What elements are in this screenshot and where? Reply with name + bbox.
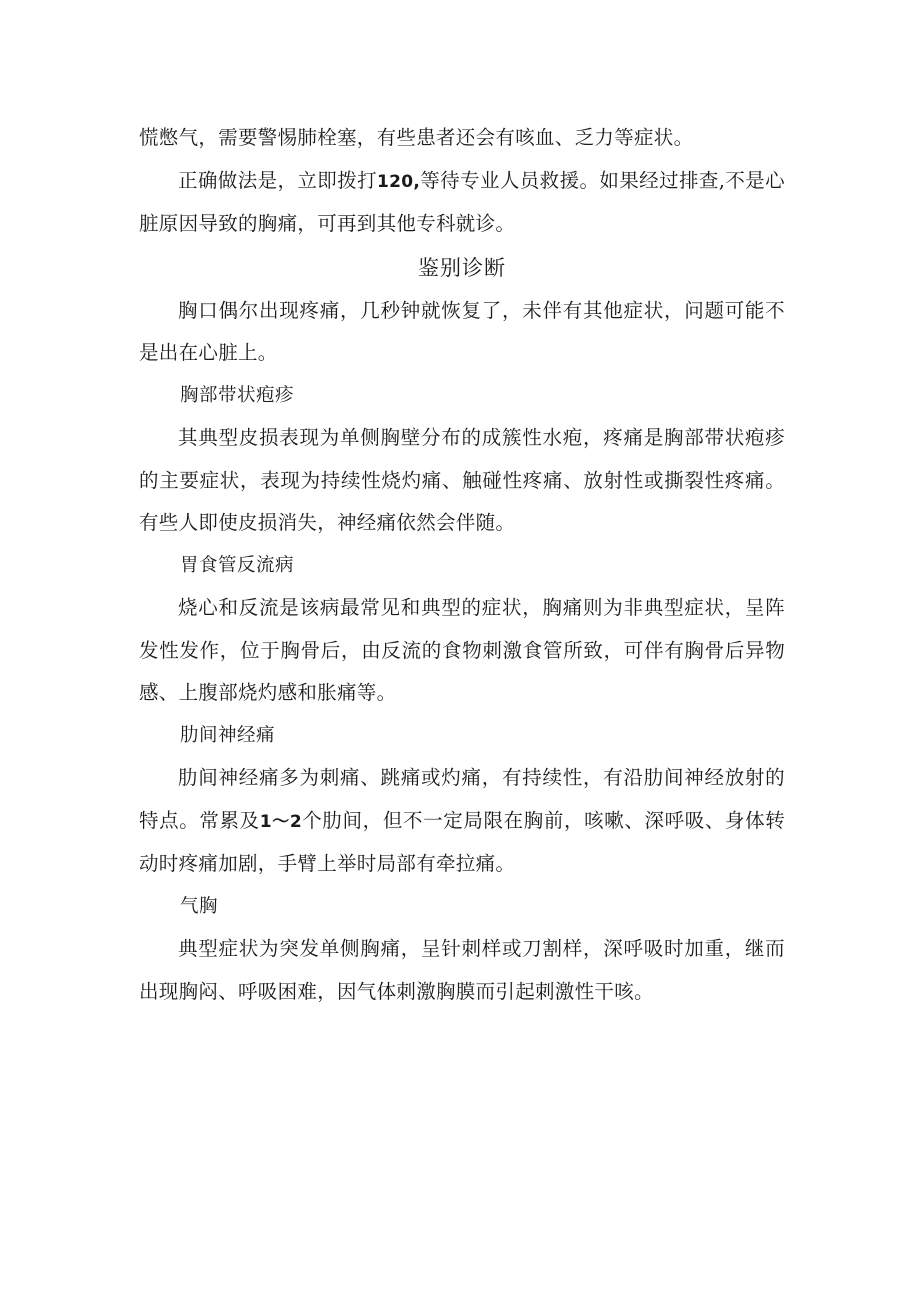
rib-count: 1～2	[259, 811, 302, 832]
intercostal-text-1: 肋间神经痛多为刺痛、跳痛或灼痛，有持续性，有沿肋间神经放射的	[178, 766, 785, 789]
gerd-paragraph: 烧心和反流是该病最常见和典型的症状，胸痛则为非典型症状，呈阵发性发作，位于胸骨后，由反流的食物刺激食管所致，可伴有胸骨后异物感、上腹部烧灼感和胀痛等。	[139, 596, 785, 704]
pneumothorax-title: 气胸	[180, 895, 219, 917]
intercostal-text-3: 动时疼痛加剧，手臂上举时局部有牵拉痛。	[139, 852, 516, 875]
intercostal-paragraph	[139, 757, 785, 886]
intercostal-text-2a: 特点。常累及	[139, 808, 260, 832]
document-body	[139, 117, 785, 1013]
intercostal-text-2b: 个肋间，但不一定局限在胸前，咳嗽、深呼吸、身体转	[301, 808, 786, 832]
intro-p2-text-c: 脏原因导致的胸痛，可再到其他专科就诊。	[139, 212, 516, 235]
herpes-title: 胸部带状疱疹	[180, 384, 295, 406]
lead-paragraph: 胸口偶尔出现疼痛，几秒钟就恢复了，未伴有其他症状，问题可能不是出在心脏上。	[139, 298, 785, 364]
emergency-number: 120,	[377, 171, 421, 192]
herpes-paragraph: 其典型皮损表现为单侧胸壁分布的成簇性水疱，疼痛是胸部带状疱疹的主要症状，表现为持续性烧灼痛、触碰性疼痛、放射性或撕裂性疼痛。有些人即使皮损消失，神经痛依然会伴随。	[139, 426, 785, 534]
pneumothorax-paragraph: 典型症状为突发单侧胸痛，呈针刺样或刀割样，深呼吸时加重，继而出现胸闷、呼吸困难，因气体刺激胸膜而引起刺激性干咳。	[139, 937, 785, 1003]
gerd-title: 胃食管反流病	[180, 554, 295, 576]
intercostal-title: 肋间神经痛	[180, 724, 276, 746]
intro-p2-text-b: 等待专业人员救援。如果经过排查,不是心	[420, 168, 785, 192]
section-title: 鉴别诊断	[418, 255, 506, 280]
intro-p2-text-a: 正确做法是，立即拨打	[178, 168, 378, 192]
intro-paragraph-2	[139, 160, 785, 246]
intro-paragraph-1: 慌憋气，需要警惕肺栓塞，有些患者还会有咳血、乏力等症状。	[139, 126, 694, 149]
